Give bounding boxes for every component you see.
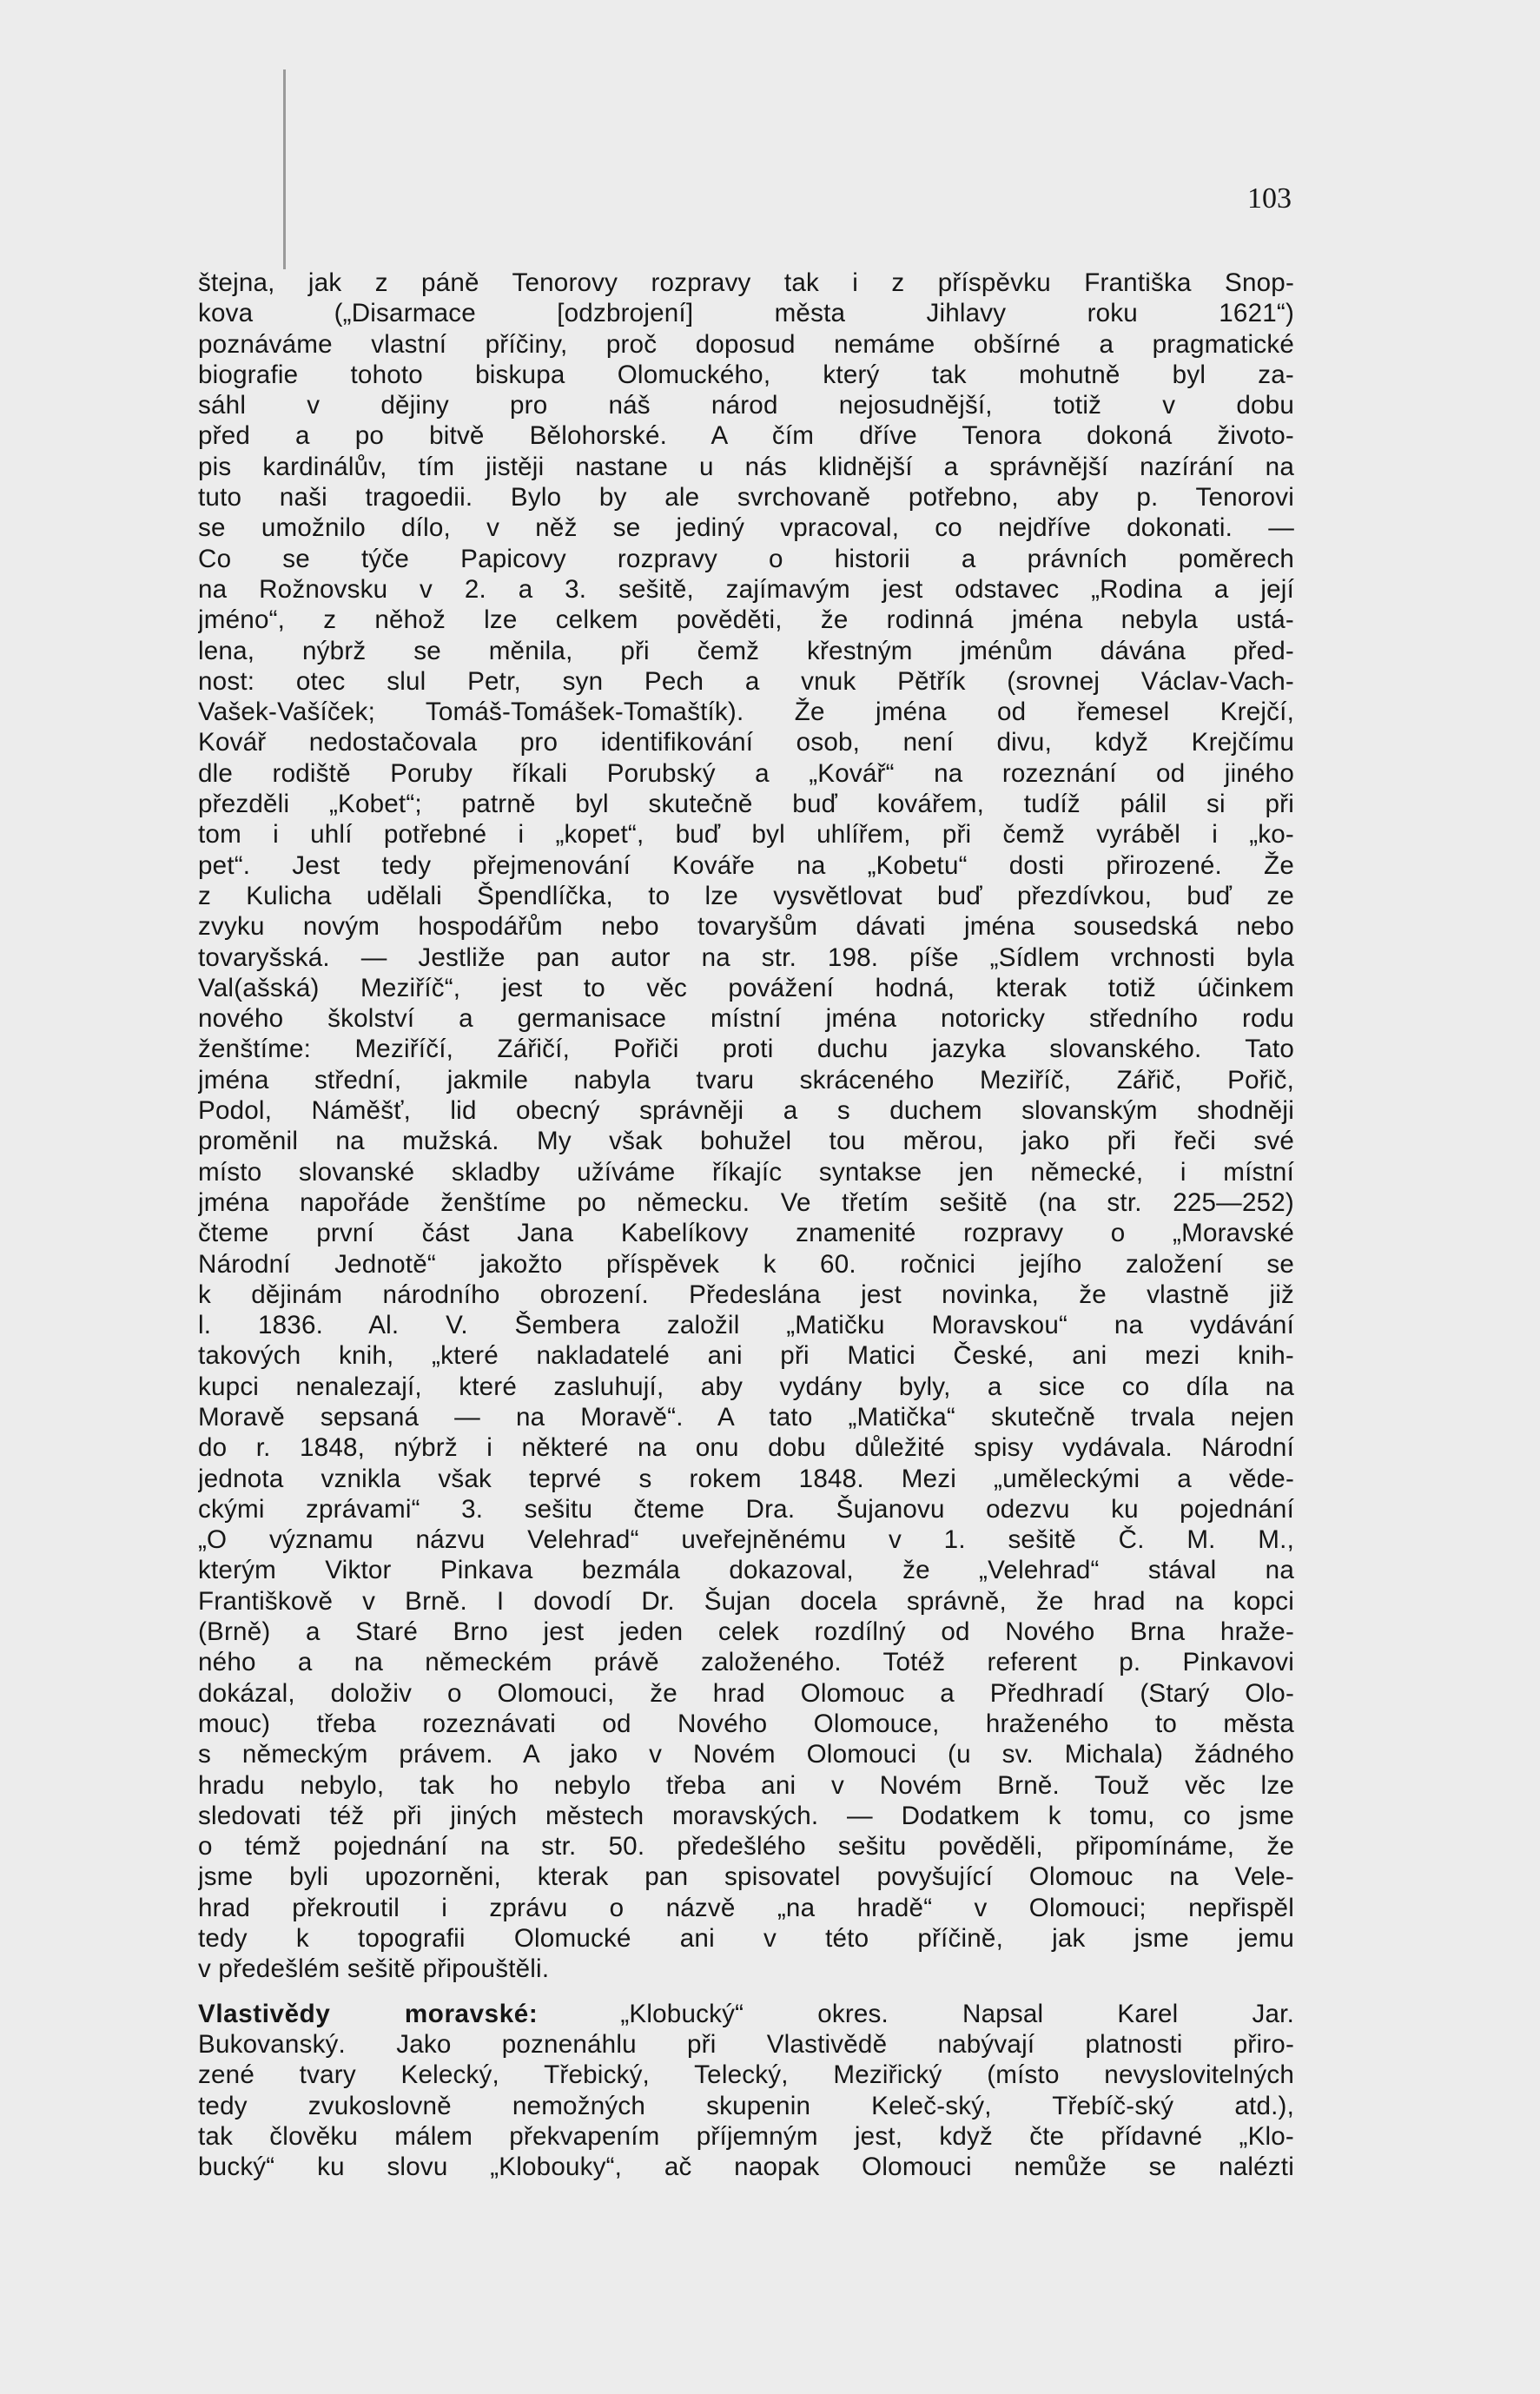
text-line: kupci nenalezají, které zasluhují, aby vydány byly, a sice co díla na <box>198 1372 1294 1401</box>
text-line: na Rožnovsku v 2. a 3. sešitě, zajímavým jest odstavec „Rodina a její <box>198 574 1294 604</box>
text-line: zvyku novým hospodářům nebo tovaryšům dávati jména sousedská nebo <box>198 912 1294 942</box>
text-line: tuto naši tragoedii. Bylo by ale svrchovaně potřebno, aby p. Tenorovi <box>198 483 1294 513</box>
page-number: 103 <box>1247 182 1292 215</box>
text-line: sáhl v dějiny pro náš národ nejosudnější, totiž v dobu <box>198 391 1294 420</box>
text-line: tom i uhlí potřebné i „kopet“, buď byl uhlířem, při čemž vyráběl i „ko- <box>198 820 1294 850</box>
text-line: se umožnilo dílo, v něž se jediný vpracoval, co nejdříve dokonati. — <box>198 513 1294 543</box>
text-line: ženštíme: Meziříčí, Zářičí, Pořiči proti duchu jazyka slovanského. Tato <box>198 1035 1294 1064</box>
text-line: l. 1836. Al. V. Šembera založil „Matičku Moravskou“ na vydávání <box>198 1311 1294 1340</box>
text-line: hradu nebylo, tak ho nebylo třeba ani v Novém Brně. Touž věc lze <box>198 1770 1294 1800</box>
text-line: pis kardinálův, tím jistěji nastane u nás klidnější a správnější nazírání na <box>198 452 1294 481</box>
text-line: do r. 1848, nýbrž i některé na onu dobu důležité spisy vydávala. Národní <box>198 1433 1294 1463</box>
text-line: Co se týče Papicovy rozpravy o historii a právních poměrech <box>198 544 1294 573</box>
text-line: jsme byli upozorněni, kterak pan spisovatel povyšující Olomouc na Vele- <box>198 1862 1294 1892</box>
scan-margin-mark <box>283 69 286 269</box>
text-line: ckými zprávami“ 3. sešitu čteme Dra. Šujanovu odezvu ku pojednání <box>198 1494 1294 1524</box>
article-body <box>198 268 1294 2182</box>
text-line: čteme první část Jana Kabelíkovy znamenité rozpravy o „Moravské <box>198 1219 1294 1248</box>
paragraph-tenora-review <box>198 268 1294 1985</box>
text-line: proměnil na mužská. My však bohužel tou měrou, jako při řeči své <box>198 1127 1294 1156</box>
text-line: zené tvary Kelecký, Třebický, Telecký, Meziřický (místo nevyslovitelných <box>198 2060 1294 2090</box>
text-line: ného a na německém právě založeného. Totéž referent p. Pinkavovi <box>198 1648 1294 1677</box>
text-line: kterým Viktor Pinkava bezmála dokazoval, že „Velehrad“ stával na <box>198 1556 1294 1585</box>
text-line <box>198 1999 1294 2029</box>
text-line: Kovář nedostačovala pro identifikování osob, není divu, když Krejčímu <box>198 728 1294 757</box>
text-line: tedy zvukoslovně nemožných skupenin Keleč-ský, Třebíč-ský atd.), <box>198 2091 1294 2120</box>
text-line: přezděli „Kobet“; patrně byl skutečně buď kovářem, tudíž pálil si při <box>198 790 1294 819</box>
text-line: biografie tohoto biskupa Olomuckého, který tak mohutně byl za- <box>198 360 1294 389</box>
heading-line-rest: „Klobucký“ okres. Napsal Karel Jar. <box>620 1999 1294 2028</box>
text-line: jednota vznikla však teprvé s rokem 1848. Mezi „uměleckými a věde- <box>198 1464 1294 1493</box>
text-line: sledovati též při jiných městech moravských. — Dodatkem k tomu, co jsme <box>198 1801 1294 1830</box>
text-line: hrad překroutil i zprávu o názvě „na hradě“ v Olomouci; nepřispěl <box>198 1893 1294 1922</box>
text-line: nost: otec slul Petr, syn Pech a vnuk Pětřík (srovnej Václav-Vach- <box>198 666 1294 696</box>
text-line: nového školství a germanisace místní jména notoricky středního rodu <box>198 1004 1294 1034</box>
text-line: Bukovanský. Jako poznenáhlu při Vlastivědě nabývají platnosti přiro- <box>198 2029 1294 2059</box>
text-line: z Kulicha udělali Špendlíčka, to lze vysvětlovat buď přezdívkou, buď ze <box>198 881 1294 910</box>
text-line: tedy k topografii Olomucké ani v této příčině, jak jsme jemu <box>198 1924 1294 1954</box>
text-line: jméno“, z něhož lze celkem pověděti, že rodinná jména nebyla ustá- <box>198 605 1294 635</box>
text-line: dokázal, doloživ o Olomouci, že hrad Olomouc a Předhradí (Starý Olo- <box>198 1678 1294 1708</box>
text-line: dle rodiště Poruby říkali Porubský a „Kovář“ na rozeznání od jiného <box>198 758 1294 788</box>
text-line: tak člověku málem překvapením příjemným jest, když čte přídavné „Klo- <box>198 2121 1294 2151</box>
text-line: před a po bitvě Bělohorské. A čím dříve Tenora dokoná životo- <box>198 421 1294 451</box>
text-line: jména střední, jakmile nabyla tvaru skráceného Meziříč, Zářič, Pořič, <box>198 1065 1294 1094</box>
paragraph-vlastivedy-review <box>198 1999 1294 2183</box>
text-line: tovaryšská. — Jestliže pan autor na str. 198. píše „Sídlem vrchnosti byla <box>198 942 1294 972</box>
text-line: „O významu názvu Velehrad“ uveřejněnému v 1. sešitě Č. M. M., <box>198 1525 1294 1555</box>
text-line: Podol, Náměšť, lid obecný správněji a s duchem slovanským shodněji <box>198 1096 1294 1126</box>
paragraph-gap <box>198 1985 1294 1999</box>
text-line: místo slovanské skladby užíváme říkajíc syntakse jen německé, i místní <box>198 1157 1294 1187</box>
text-line: s německým právem. A jako v Novém Olomouci (u sv. Michala) žádného <box>198 1740 1294 1769</box>
text-line: štejna, jak z páně Tenorovy rozpravy tak i z příspěvku Františka Snop- <box>198 268 1294 297</box>
text-line: v předešlém sešitě připouštěli. <box>198 1954 550 1984</box>
text-line: mouc) třeba rozeznávati od Nového Olomouce, hraženého to města <box>198 1709 1294 1738</box>
text-line: pet“. Jest tedy přejmenování Kováře na „Kobetu“ dosti přirozené. Že <box>198 850 1294 880</box>
text-line: Vašek-Vašíček; Tomáš-Tomášek-Tomaštík). Že jména od řemesel Krejčí, <box>198 698 1294 727</box>
text-line: lena, nýbrž se měnila, při čemž křestným jménům dávána před- <box>198 636 1294 665</box>
text-line: Val(ašská) Meziříč“, jest to věc povážení hodná, kterak totiž účinkem <box>198 973 1294 1002</box>
section-heading: Vlastivědy moravské: <box>198 1999 539 2028</box>
text-line: o témž pojednání na str. 50. předešlého sešitu pověděli, připomínáme, že <box>198 1832 1294 1862</box>
text-line: bucký“ ku slovu „Klobouky“, ač naopak Olomouci nemůže se nalézti <box>198 2153 1294 2182</box>
text-line: Moravě sepsaná — na Moravě“. A tato „Matička“ skutečně trvala nejen <box>198 1402 1294 1432</box>
text-line: Františkově v Brně. I dovodí Dr. Šujan docela správně, že hrad na kopci <box>198 1586 1294 1616</box>
text-line: jména napořáde ženštíme po německu. Ve třetím sešitě (na str. 225—252) <box>198 1187 1294 1217</box>
text-line: poznáváme vlastní příčiny, proč doposud nemáme obšírné a pragmatické <box>198 329 1294 359</box>
text-line: kova („Disarmace [odzbrojení] města Jihlavy roku 1621“) <box>198 299 1294 328</box>
text-line: (Brně) a Staré Brno jest jeden celek rozdílný od Nového Brna hraže- <box>198 1617 1294 1647</box>
text-line: takových knih, „které nakladatelé ani při Matici České, ani mezi knih- <box>198 1341 1294 1371</box>
text-line: Národní Jednotě“ jakožto příspěvek k 60. ročnici jejího založení se <box>198 1249 1294 1279</box>
text-line: k dějinám národního obrození. Předeslána jest novinka, že vlastně již <box>198 1280 1294 1309</box>
